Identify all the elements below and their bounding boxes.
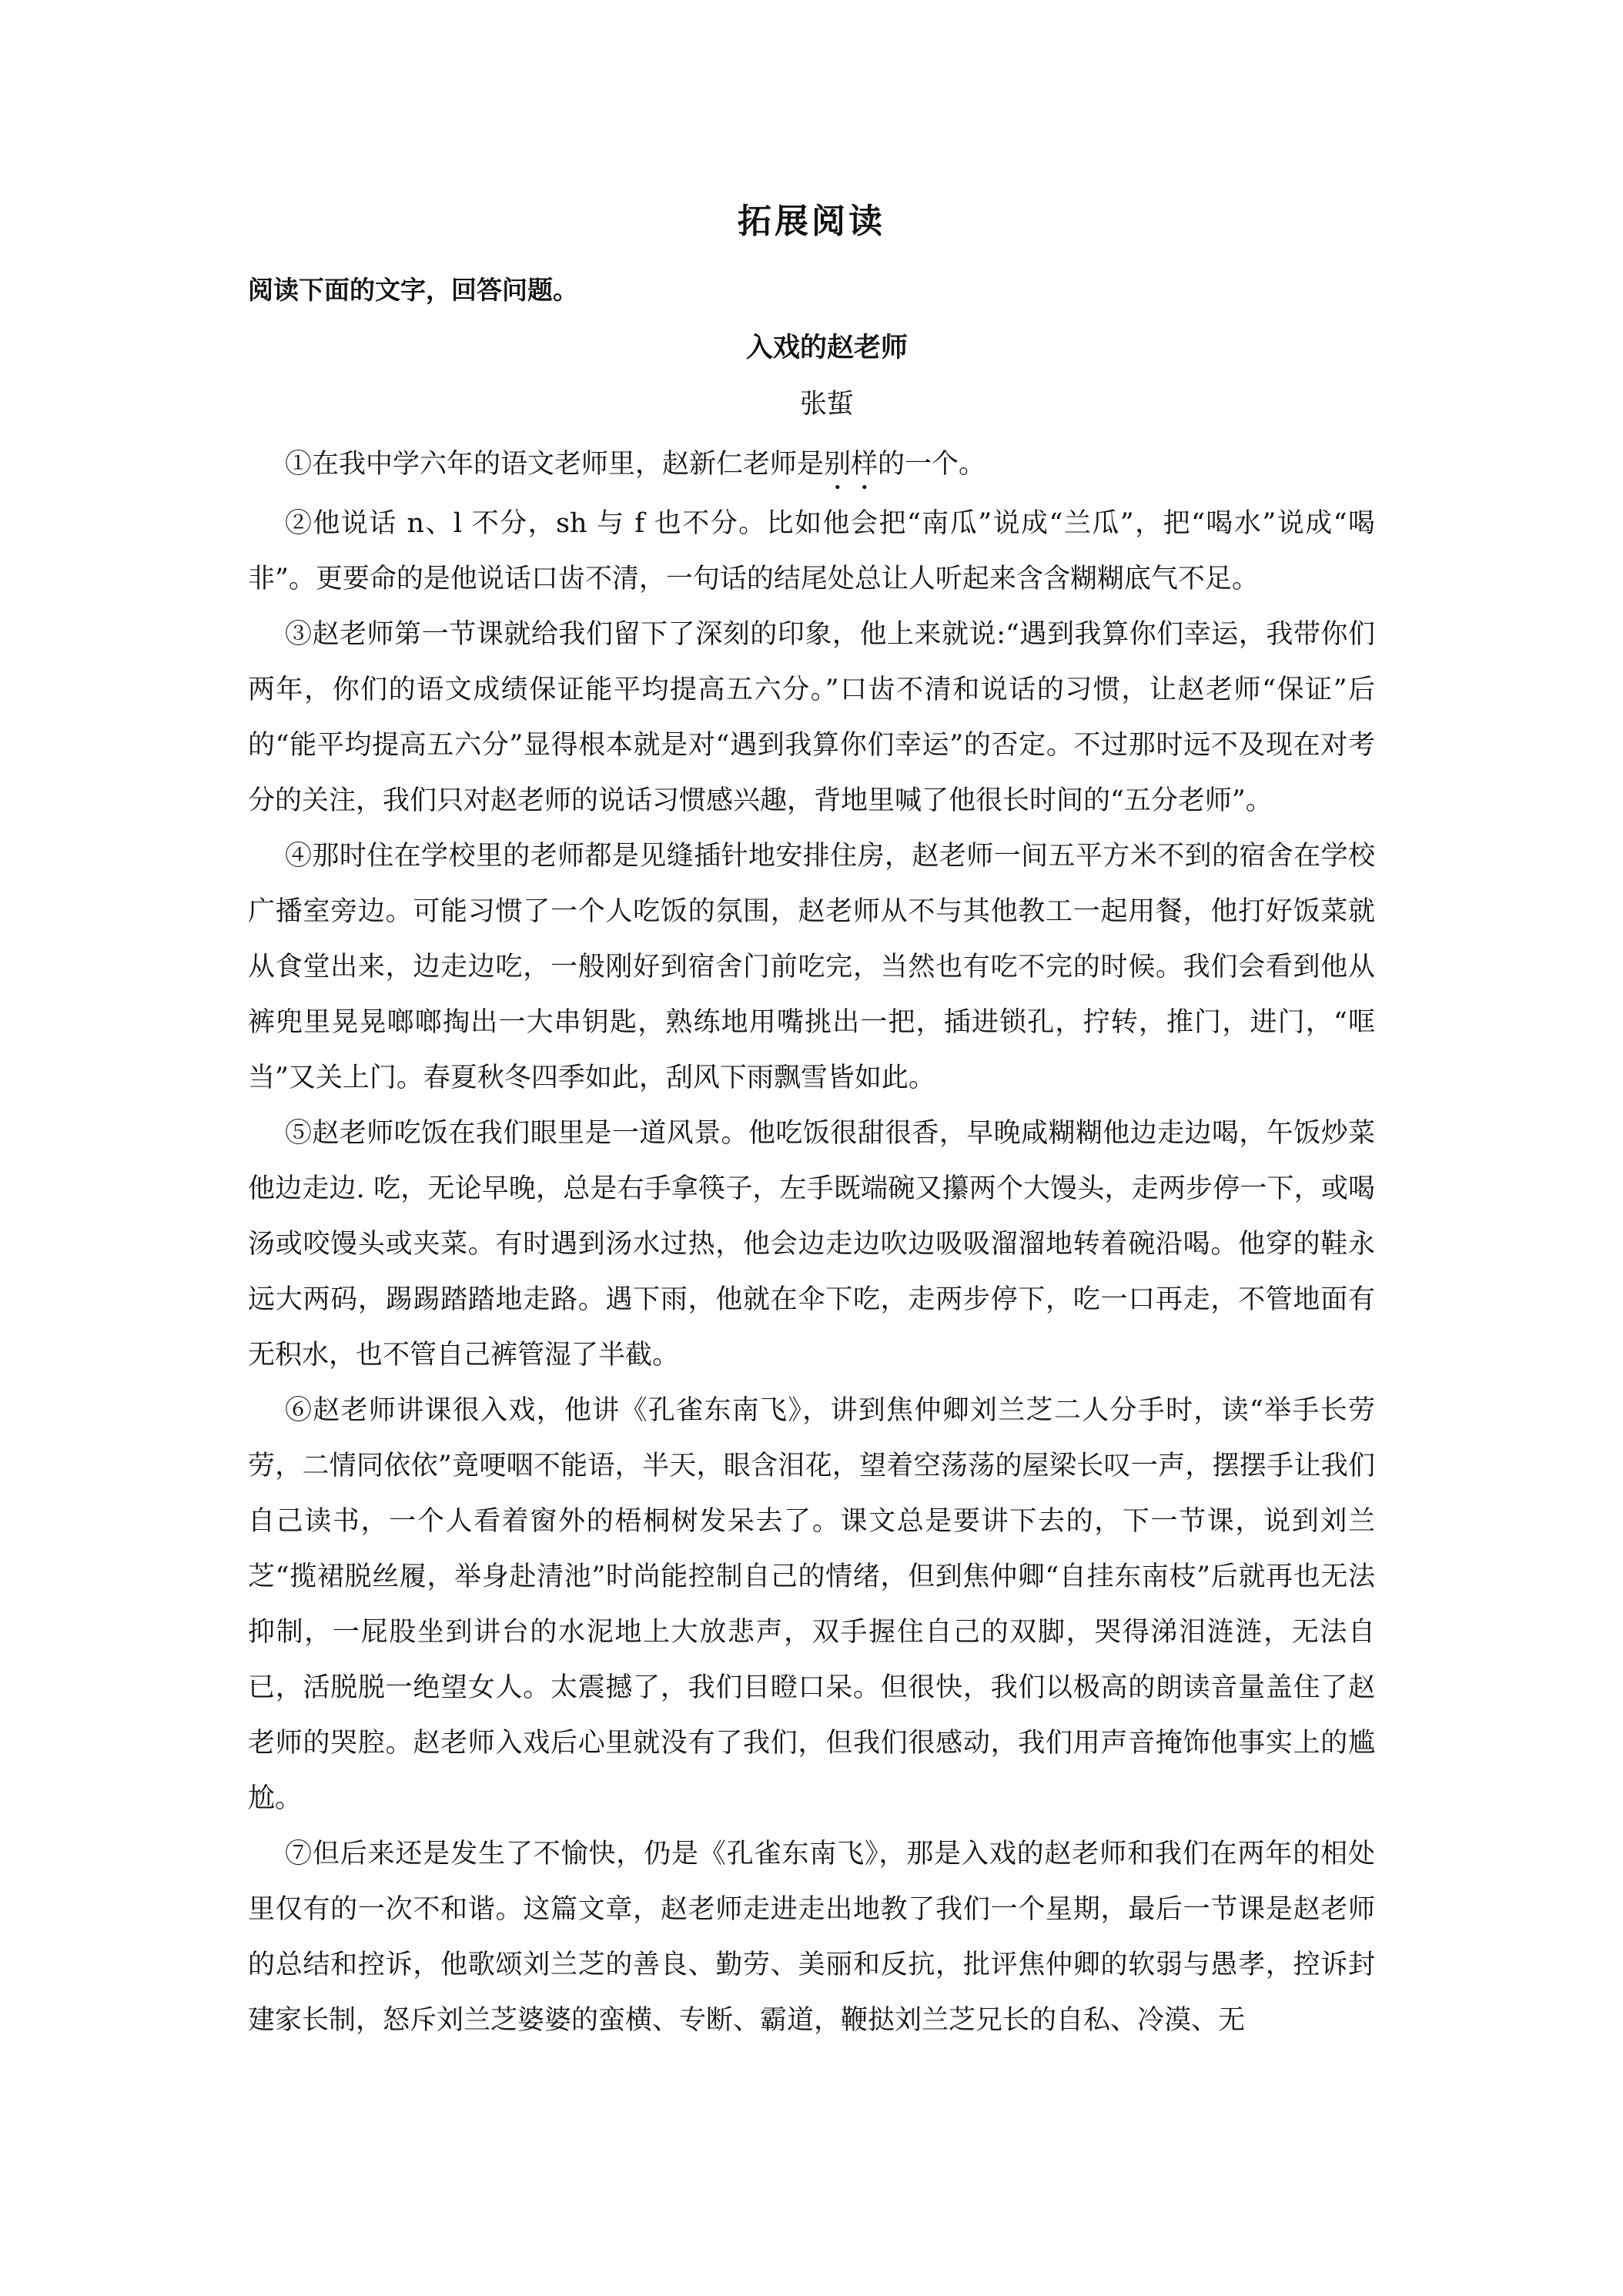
paragraph-1 — [248, 437, 1375, 496]
article-body — [248, 437, 1375, 2048]
page-title: 拓展阅读 — [738, 202, 885, 241]
paragraph-5: ⑤赵老师吃饭在我们眼里是一道风景。他吃饭很甜很香，早晚咸糊糊他边走边喝，午饭炒菜他边走边. 吃，无论早晚，总是右手拿筷子，左手既端碗又攥两个大馒头，走两步停一下，或喝汤或咬馒头或夹菜。有时遇到汤水过热，他会边走边吹边吸吸溜溜地转着碗沿喝。他穿的鞋永远大两码，踢踢踏踏地走路。遇下雨，他就在伞下吃，走两步停下，吃一口再走，不管地面有无积水，也不管自己裤管湿了半截。 — [248, 1118, 1375, 1371]
article-title: 入戏的赵老师 — [745, 332, 908, 363]
emphasis-dotted-word: 别样 — [824, 449, 878, 480]
instruction-text: 阅读下面的文字，回答问题。 — [248, 275, 578, 305]
paragraph-7: ⑦但后来还是发生了不愉快，仍是《孔雀东南飞》，那是入戏的赵老师和我们在两年的相处里仅有的一次不和谐。这篇文章，赵老师走进走出地教了我们一个星期，最后一节课是赵老师的总结和控诉，他歌颂刘兰芝的善良、勤劳、美丽和反抗，批评焦仲卿的软弱与愚孝，控诉封建家长制，怒斥刘兰芝婆婆的蛮横、专断、霸道，鞭挞刘兰芝兄长的自私、冷漠、无 — [248, 1839, 1375, 2036]
paragraph-3: ③赵老师第一节课就给我们留下了深刻的印象，他上来就说:“遇到我算你们幸运，我带你们两年，你们的语文成绩保证能平均提高五六分。”口齿不清和说话的习惯，让赵老师“保证”后的“能平均提高五六分”显得根本就是对“遇到我算你们幸运”的否定。不过那时远不及现在对考分的关注，我们只对赵老师的说话习惯感兴趣，背地里喊了他很长时间的“五分老师”。 — [248, 619, 1375, 816]
paragraph-2: ②他说话 n、l 不分，sh 与 f 也不分。比如他会把“南瓜”说成“兰瓜”，把“喝水”说成“喝非”。更要命的是他说话口齿不清，一句话的结尾处总让人听起来含含糊糊底气不足。 — [248, 508, 1375, 594]
paragraph-1-before: ①在我中学六年的语文老师里，赵新仁老师是 — [285, 449, 825, 480]
paragraph-6: ⑥赵老师讲课很入戏，他讲《孔雀东南飞》，讲到焦仲卿刘兰芝二人分手时，读“举手长劳劳，二情同依依”竟哽咽不能语，半天，眼含泪花，望着空荡荡的屋梁长叹一声，摆摆手让我们自己读书，一个人看着窗外的梧桐树发呆去了。课文总是要讲下去的，下一节课，说到刘兰芝“揽裙脱丝履，举身赴清池”时尚能控制自己的情绪，但到焦仲卿“自挂东南枝”后就再也无法抑制，一屁股坐到讲台的水泥地上大放悲声，双手握住自己的双脚，哭得涕泪涟涟，无法自已，活脱脱一绝望女人。太震撼了，我们目瞪口呆。但很快，我们以极高的朗读音量盖住了赵老师的哭腔。赵老师入戏后心里就没有了我们，但我们很感动，我们用声音掩饰他事实上的尴尬。 — [248, 1395, 1375, 1814]
article-author: 张蜇 — [799, 389, 854, 420]
paragraph-1-after: 的一个。 — [878, 449, 986, 480]
paragraph-4: ④那时住在学校里的老师都是见缝插针地安排住房，赵老师一间五平方米不到的宿舍在学校广播室旁边。可能习惯了一个人吃饭的氛围，赵老师从不与其他教工一起用餐，他打好饭菜就从食堂出来，边走边吃，一般刚好到宿舍门前吃完，当然也有吃不完的时候。我们会看到他从裤兜里晃晃啷啷掏出一大串钥匙，熟练地用嘴挑出一把，插进锁孔，拧转，推门，进门，“哐当”又关上门。春夏秋冬四季如此，刮风下雨飘雪皆如此。 — [248, 841, 1375, 1093]
